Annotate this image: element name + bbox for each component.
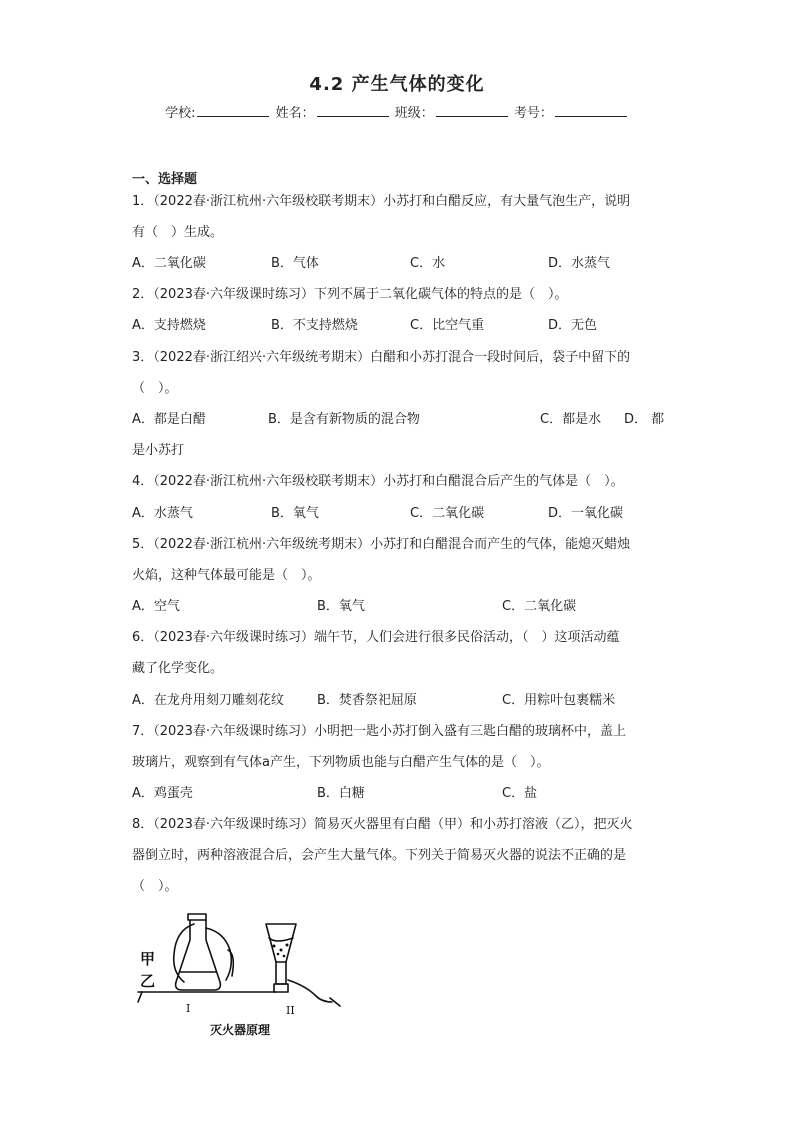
q5-option-a[interactable]: A．空气 (132, 599, 180, 614)
q3-continuation: 是小苏打 (132, 443, 185, 458)
class-blank[interactable] (436, 103, 508, 117)
q7-option-b[interactable]: B．白糖 (317, 786, 365, 801)
q6-option-a[interactable]: A．在龙舟用刻刀雕刻花纹 (132, 693, 284, 708)
q2-option-a[interactable]: A．支持燃烧 (132, 318, 206, 333)
number-blank[interactable] (555, 103, 627, 117)
flask-ii-liquid (269, 938, 293, 941)
q1-options (132, 255, 692, 273)
q7-options (132, 785, 692, 803)
q8-line-1: 8．（2023春·六年级课时练习）简易灭火器里有白醋（甲）和小苏打溶液（乙），把灭火 (132, 817, 633, 832)
q4-option-c[interactable]: C．二氧化碳 (410, 506, 485, 521)
flask-i-stopper (188, 914, 206, 920)
q2-line-1: 2．（2023春·六年级课时练习）下列不属于二氧化碳气体的特点的是（ ）。 (132, 287, 568, 302)
q6-options (132, 692, 692, 710)
q2-option-d[interactable]: D．无色 (548, 318, 598, 333)
q3-option-d[interactable]: D． 都 (624, 412, 665, 427)
page-title: 4.2 产生气体的变化 (309, 74, 485, 95)
q7-line-1: 7．（2023春·六年级课时练习）小明把一匙小苏打倒入盛有三匙白醋的玻璃杯中，盖上 (132, 724, 626, 739)
number-label: 考号： (513, 106, 553, 121)
q8-line-2: 器倒立时，两种溶液混合后，会产生大量气体。下列关于简易灭火器的说法不正确的是 (132, 848, 627, 863)
q1-line-2: 有（ ）生成。 (132, 225, 224, 240)
flask-i-inner-tube (174, 924, 194, 982)
section-title: 一、选择题 (132, 172, 198, 187)
label-one: I (186, 1002, 191, 1015)
q3-options (132, 411, 692, 429)
q5-option-c[interactable]: C．二氧化碳 (502, 599, 577, 614)
label-yi: 乙 (140, 972, 156, 990)
name-label: 姓名： (275, 106, 315, 121)
q2-option-b[interactable]: B．不支持燃烧 (271, 318, 358, 333)
figure-caption: 灭火器原理 (210, 1023, 271, 1037)
q6-line-2: 藏了化学变化。 (132, 661, 224, 676)
fire-extinguisher-figure (136, 910, 366, 1040)
flask-ii-stopper (274, 984, 288, 992)
q6-option-c[interactable]: C．用粽叶包裹糯米 (502, 693, 616, 708)
class-label: 班级： (394, 106, 434, 121)
q7-option-c[interactable]: C．盐 (502, 786, 538, 801)
label-two: II (286, 1004, 295, 1017)
q1-option-b[interactable]: B．气体 (271, 256, 319, 271)
q3-option-a[interactable]: A．都是白醋 (132, 412, 206, 427)
q3-line-2: （ ）。 (132, 381, 178, 396)
q4-line-1: 4．（2022春·浙江杭州·六年级校联考期末）小苏打和白醋混合后产生的气体是（ ）。 (132, 474, 624, 489)
q1-option-c[interactable]: C．水 (410, 256, 446, 271)
q3-line-1: 3．（2022春·浙江绍兴·六年级统考期末）白醋和小苏打混合一段时间后，袋子中留下的 (132, 350, 631, 365)
q7-option-a[interactable]: A．鸡蛋壳 (132, 786, 193, 801)
q5-line-1: 5．（2022春·浙江杭州·六年级统考期末）小苏打和白醋混合而产生的气体，能熄灭蜡烛 (132, 537, 631, 552)
flask-ii-body (266, 924, 296, 962)
q5-line-2: 火焰，这种气体最可能是（ ）。 (132, 568, 321, 583)
school-label: 学校: (165, 106, 196, 121)
q4-option-d[interactable]: D．一氧化碳 (548, 506, 624, 521)
figure-edge (138, 992, 142, 1002)
q5-options (132, 598, 692, 616)
q1-option-d[interactable]: D．水蒸气 (548, 256, 611, 271)
q8-line-3: （ ）。 (132, 879, 178, 894)
q1-option-a[interactable]: A．二氧化碳 (132, 256, 206, 271)
q4-option-a[interactable]: A．水蒸气 (132, 506, 193, 521)
label-jia: 甲 (140, 950, 156, 968)
q2-option-c[interactable]: C．比空气重 (410, 318, 485, 333)
q2-options (132, 317, 692, 335)
school-blank[interactable] (197, 103, 269, 117)
q6-line-1: 6．（2023春·六年级课时练习）端午节，人们会进行很多民俗活动，（ ）这项活动蕴 (132, 630, 620, 645)
q6-option-b[interactable]: B．焚香祭祀屈原 (317, 693, 417, 708)
student-info-row (0, 102, 794, 121)
name-blank[interactable] (317, 103, 389, 117)
q4-options (132, 505, 692, 523)
q4-option-b[interactable]: B．氧气 (271, 506, 319, 521)
flask-ii-nozzle (288, 980, 332, 1002)
q3-option-c[interactable]: C．都是水 (540, 412, 602, 427)
q3-option-b[interactable]: B．是含有新物质的混合物 (268, 412, 420, 427)
flask-ii-neck (276, 962, 286, 984)
q7-line-2: 玻璃片，观察到有气体a产生，下列物质也能与白醋产生气体的是（ ）。 (132, 755, 550, 770)
q5-option-b[interactable]: B．氧气 (317, 599, 365, 614)
q1-line-1: 1．（2022春·浙江杭州·六年级校联考期末）小苏打和白醋反应，有大量气泡生产，说明 (132, 194, 631, 209)
